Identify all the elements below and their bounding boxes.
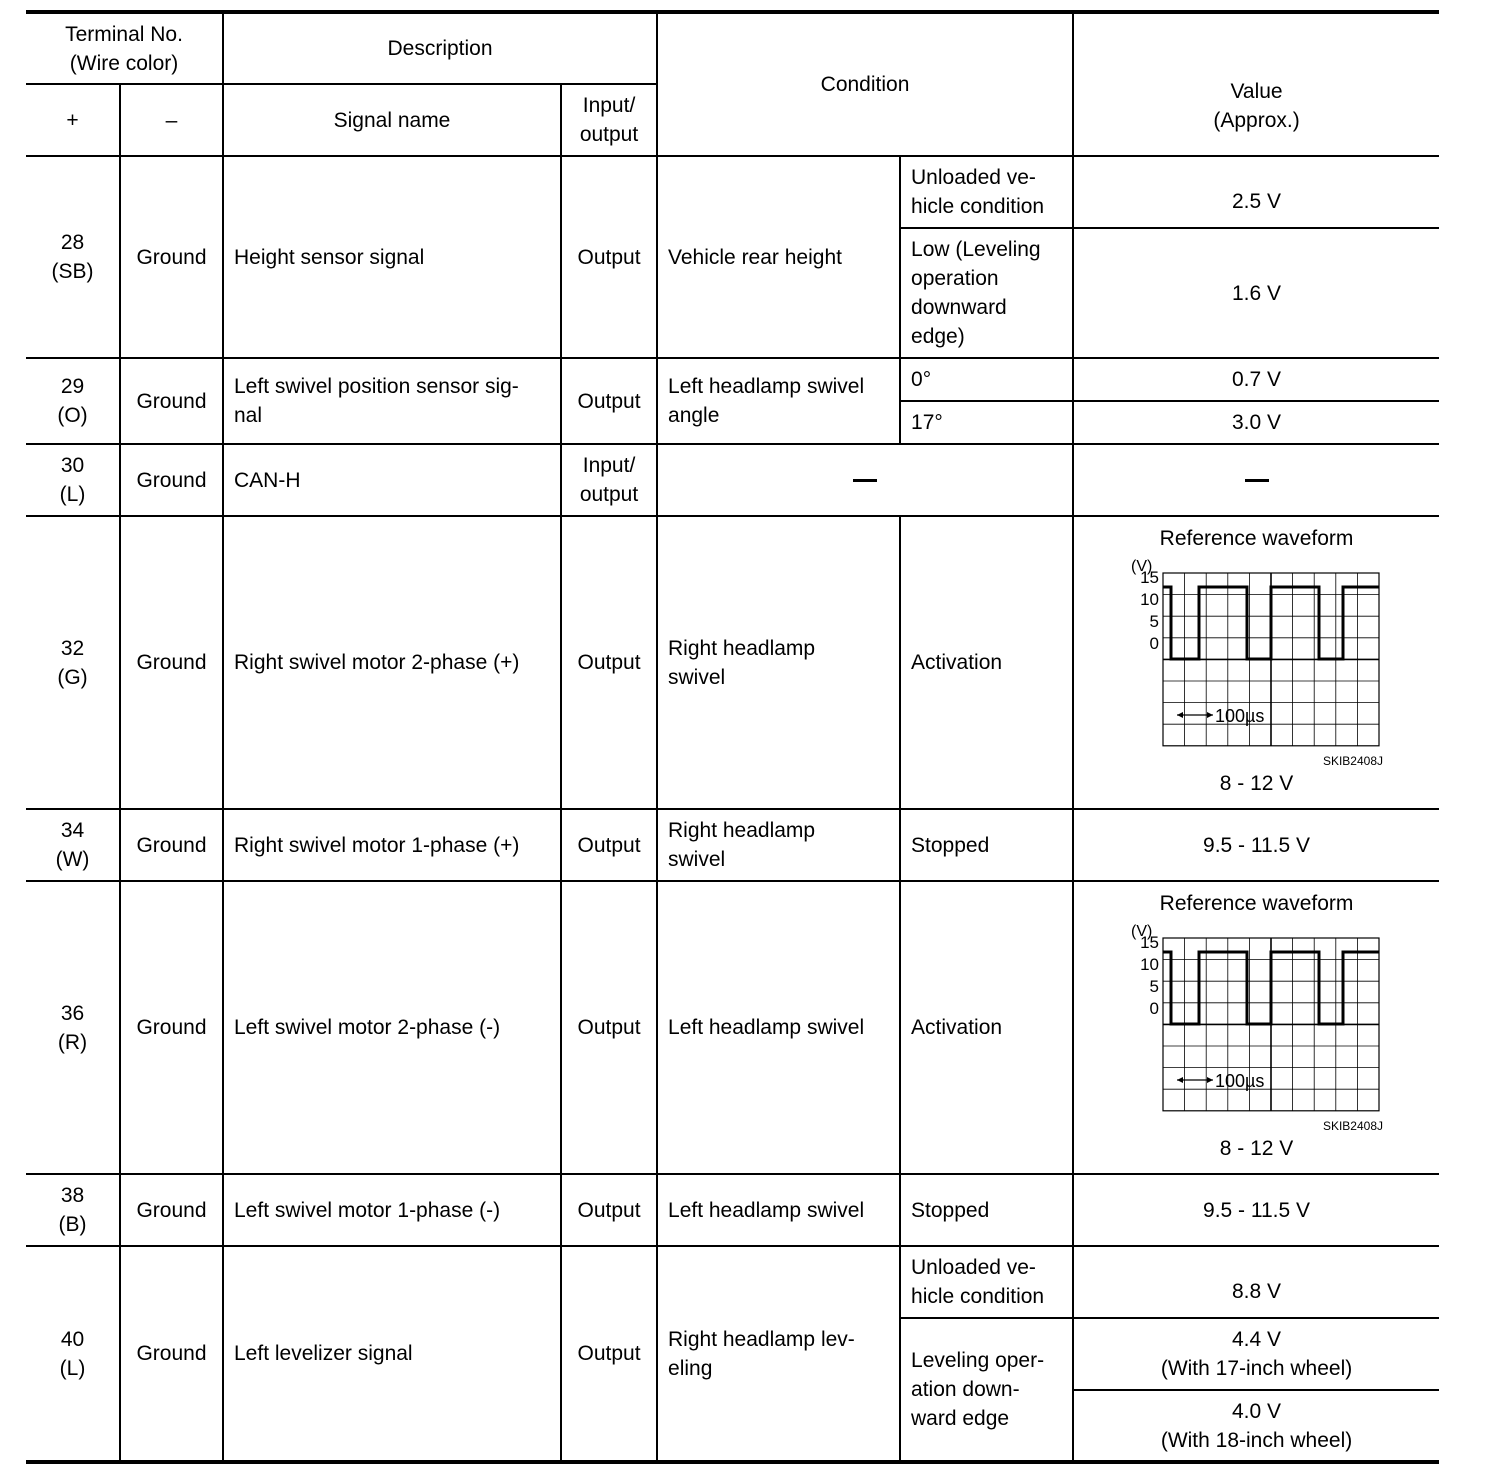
signal-name: Left swivel motor 2-phase (-) <box>223 881 561 1174</box>
terminal-no: 36 (R) <box>26 881 120 1174</box>
header-signal-name: Signal name <box>223 84 561 156</box>
value-none <box>1073 444 1439 516</box>
signal-name: Left levelizer signal <box>223 1246 561 1462</box>
y-tick-label: 15 <box>1139 567 1159 587</box>
terminal-no: 40 (L) <box>26 1246 120 1462</box>
value-cell: 8.8 V <box>1073 1246 1439 1318</box>
header-condition: Condition <box>657 12 1073 156</box>
arrow-head-right <box>1207 1077 1213 1083</box>
sub-condition: Activation <box>900 516 1073 809</box>
waveform-value: 8 - 12 V <box>1219 771 1294 795</box>
terminal-no: 30 (L) <box>26 444 120 516</box>
header-terminal-no: Terminal No. (Wire color) <box>26 12 223 84</box>
y-tick-label: 15 <box>1139 932 1159 952</box>
y-tick-label: 5 <box>1149 611 1159 631</box>
y-tick-label: 5 <box>1149 976 1159 996</box>
terminal-no: 38 (B) <box>26 1174 120 1246</box>
table-row-29a <box>26 358 1439 401</box>
io-label: Input/ output <box>561 444 657 516</box>
condition-label: Left headlamp swivel <box>657 1174 900 1246</box>
waveform-title: Reference waveform <box>1159 526 1354 550</box>
condition-label: Left headlamp swivel <box>657 881 900 1174</box>
value-cell: 2.5 V <box>1073 156 1439 228</box>
header-minus: – <box>120 84 223 156</box>
value-cell: 3.0 V <box>1073 401 1439 444</box>
ground-label: Ground <box>120 809 223 881</box>
waveform-trace <box>1163 587 1379 659</box>
condition-label: Right headlamp swivel <box>657 516 900 809</box>
condition-label: Right headlamp swivel <box>657 809 900 881</box>
value-cell: 0.7 V <box>1073 358 1439 401</box>
sub-condition: Low (Leveling operation downward edge) <box>900 228 1073 358</box>
header-description: Description <box>223 12 657 84</box>
y-tick-label: 0 <box>1149 998 1159 1018</box>
io-label: Output <box>561 358 657 444</box>
signal-name: Right swivel motor 2-phase (+) <box>223 516 561 809</box>
sub-condition: 17° <box>900 401 1073 444</box>
waveform-figure <box>1127 920 1387 1134</box>
io-label: Output <box>561 881 657 1174</box>
sub-condition: Activation <box>900 881 1073 1174</box>
io-label: Output <box>561 1246 657 1462</box>
ground-label: Ground <box>120 1174 223 1246</box>
sub-condition: Stopped <box>900 809 1073 881</box>
table-row-36 <box>26 881 1439 1174</box>
terminal-no: 34 (W) <box>26 809 120 881</box>
io-label: Output <box>561 1174 657 1246</box>
time-scale-label: 100µs <box>1214 1070 1264 1091</box>
header-value: Value (Approx.) <box>1073 12 1439 156</box>
sub-condition: Unloaded ve- hicle condition <box>900 1246 1073 1318</box>
value-cell: 1.6 V <box>1073 228 1439 358</box>
io-label: Output <box>561 516 657 809</box>
sub-condition: Stopped <box>900 1174 1073 1246</box>
condition-none <box>657 444 1073 516</box>
signal-name: CAN-H <box>223 444 561 516</box>
ground-label: Ground <box>120 444 223 516</box>
y-tick-label: 0 <box>1149 633 1159 653</box>
value-cell: 9.5 - 11.5 V <box>1073 809 1439 881</box>
condition-label: Vehicle rear height <box>657 156 900 358</box>
table-row-40a <box>26 1246 1439 1318</box>
table-row-38 <box>26 1174 1439 1246</box>
y-tick-label: 10 <box>1139 954 1159 974</box>
terminal-spec-table <box>26 10 1439 1464</box>
axis-unit-label: (V) <box>1130 557 1152 575</box>
ground-label: Ground <box>120 358 223 444</box>
io-label: Output <box>561 156 657 358</box>
figure-code: SKIB2408J <box>1322 753 1383 768</box>
signal-name: Left swivel motor 1-phase (-) <box>223 1174 561 1246</box>
ground-label: Ground <box>120 156 223 358</box>
header-row-1 <box>26 12 1439 84</box>
dash-mark <box>853 479 877 482</box>
signal-name: Left swivel position sensor sig- nal <box>223 358 561 444</box>
ground-label: Ground <box>120 1246 223 1462</box>
arrow-head-left <box>1177 1077 1183 1083</box>
sub-condition: Unloaded ve- hicle condition <box>900 156 1073 228</box>
waveform-value: 8 - 12 V <box>1219 1136 1294 1160</box>
table-row-32 <box>26 516 1439 809</box>
terminal-no: 32 (G) <box>26 516 120 809</box>
ground-label: Ground <box>120 881 223 1174</box>
arrow-head-left <box>1177 712 1183 718</box>
io-label: Output <box>561 809 657 881</box>
terminal-no: 29 (O) <box>26 358 120 444</box>
waveform-figure <box>1127 555 1387 769</box>
y-tick-label: 10 <box>1139 589 1159 609</box>
waveform-cell <box>1073 516 1439 809</box>
header-plus: + <box>26 84 120 156</box>
waveform-title: Reference waveform <box>1159 891 1354 915</box>
value-cell: 4.4 V (With 17-inch wheel) <box>1073 1318 1439 1390</box>
sub-condition: Leveling oper- ation down- ward edge <box>900 1318 1073 1462</box>
dash-mark <box>1245 479 1269 482</box>
table-row-30 <box>26 444 1439 516</box>
header-input-output: Input/ output <box>561 84 657 156</box>
value-cell: 9.5 - 11.5 V <box>1073 1174 1439 1246</box>
table-row-34 <box>26 809 1439 881</box>
time-scale-label: 100µs <box>1214 705 1264 726</box>
ground-label: Ground <box>120 516 223 809</box>
terminal-no: 28 (SB) <box>26 156 120 358</box>
signal-name: Height sensor signal <box>223 156 561 358</box>
signal-name: Right swivel motor 1-phase (+) <box>223 809 561 881</box>
condition-label: Right headlamp lev- eling <box>657 1246 900 1462</box>
figure-code: SKIB2408J <box>1322 1118 1383 1133</box>
waveform-cell <box>1073 881 1439 1174</box>
value-cell: 4.0 V (With 18-inch wheel) <box>1073 1390 1439 1462</box>
waveform-trace <box>1163 952 1379 1024</box>
arrow-head-right <box>1207 712 1213 718</box>
axis-unit-label: (V) <box>1130 922 1152 940</box>
table-row-28a <box>26 156 1439 228</box>
sub-condition: 0° <box>900 358 1073 401</box>
condition-label: Left headlamp swivel angle <box>657 358 900 444</box>
